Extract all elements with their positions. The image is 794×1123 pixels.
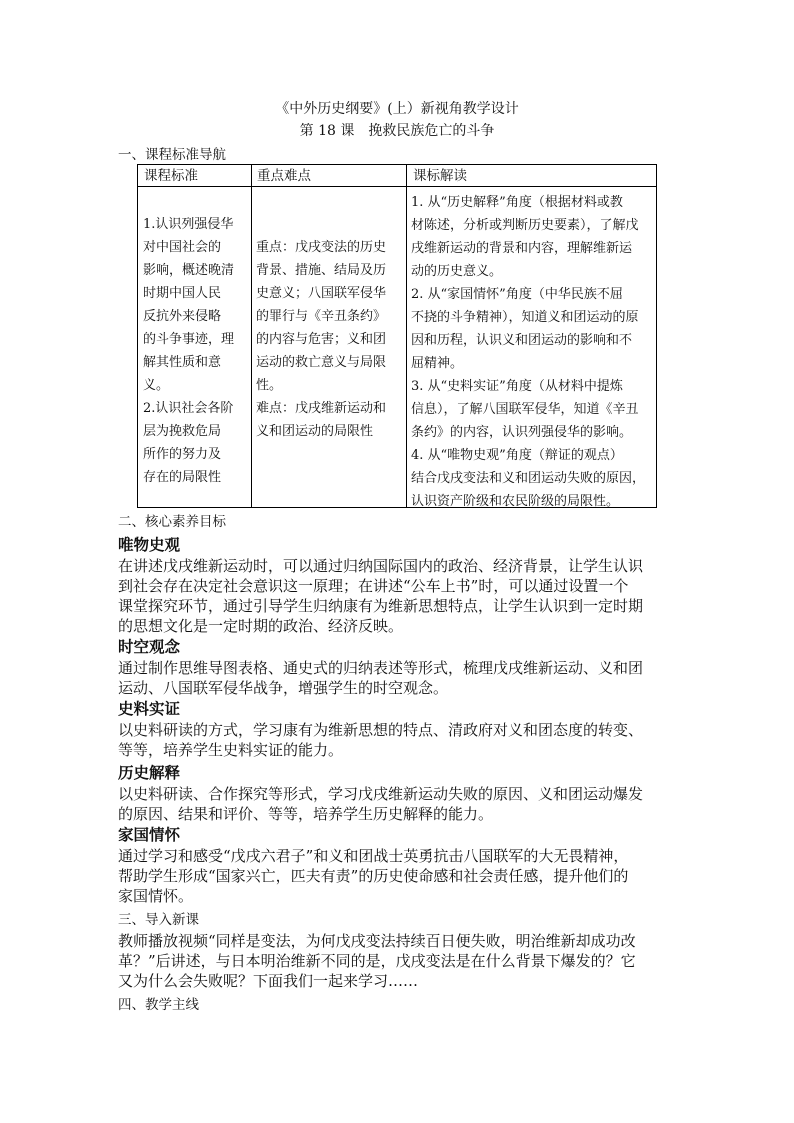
text-line: 帮助学生形成“国家兴亡，匹夫有责”的历史使命感和社会责任感，提升他们的 (118, 867, 629, 885)
text-line: 的原因、结果和评价、等等，培养学生历史解释的能力。 (118, 805, 494, 823)
text-line: 解其性质和意 (143, 355, 222, 370)
text-line: 动的历史意义。 (411, 264, 503, 279)
text-line: 难点：戊戌维新运动和 (256, 401, 387, 416)
text-line: 时期中国人民 (143, 286, 222, 301)
text-line: 重点：戊戌变法的历史 (256, 240, 387, 255)
text-line: 的内容与危害；义和团 (256, 332, 387, 347)
text-line: 2. 从“家国情怀”角度（中华民族不屈 (411, 287, 623, 302)
text-line: 屈精神。 (411, 356, 464, 371)
text-line: 1. 从“历史解释”角度（根据材料或教 (411, 195, 623, 210)
text-line: 因和历程，认识义和团运动的影响和不 (411, 333, 633, 348)
text-line: 所作的努力及 (143, 447, 222, 462)
text-line: 结合戊戌变法和义和团运动失败的原因， (411, 471, 646, 486)
text-line: 材陈述，分析或判断历史要素），了解戊 (411, 218, 639, 233)
table-header-standard: 课程标准 (144, 168, 198, 184)
literacy-subheading: 家国情怀 (118, 825, 181, 844)
text-line: 反抗外来侵略 (143, 309, 222, 324)
document-title: 《中外历史纲要》(上）新视角教学设计 (275, 101, 519, 117)
text-line: 性。 (256, 378, 283, 393)
text-line: 戌维新运动的背景和内容，理解维新运 (411, 241, 633, 256)
text-line: 不挠的斗争精神），知道义和团运动的原 (411, 310, 639, 325)
text-line: 影响，概述晚清 (143, 263, 235, 278)
literacy-subheading: 时空观念 (118, 637, 181, 656)
text-line: 的斗争事迹，理 (143, 332, 235, 347)
text-line: 层为挽救危局 (143, 424, 222, 439)
standards-table (137, 164, 657, 508)
text-line: 背景、措施、结局及历 (256, 263, 387, 278)
text-line: 教师播放视频“同样是变法，为何戊戌变法持续百日便失败，明治维新却成功改 (118, 932, 636, 950)
literacy-subheading: 历史解释 (118, 763, 181, 782)
text-line: 到社会存在决定社会意识这一原理；在讲述“公车上书”时，可以通过设置一个 (118, 577, 629, 595)
section-heading-mainline: 四、教学主线 (118, 997, 199, 1013)
section-heading-intro: 三、导入新课 (118, 912, 199, 928)
text-line: 对中国社会的 (143, 240, 222, 255)
text-line: 在讲述戊戌维新运动时，可以通过归纳国际国内的政治、经济背景，让学生认识 (118, 557, 644, 575)
text-line: 1.认识列强侵华 (143, 217, 234, 232)
section-heading-standards: 一、课程标准导航 (118, 147, 226, 163)
intro-paragraph (118, 931, 686, 991)
text-line: 课堂探究环节，通过引导学生归纳康有为维新思想特点，让学生认识到一定时期 (118, 597, 644, 615)
table-cell-standard (143, 213, 234, 489)
literacy-paragraph (118, 556, 686, 636)
text-line: 3. 从“史料实证”角度（从材料中提炼 (411, 379, 623, 394)
text-line: 通过制作思维导图表格、通史式的归纳表述等形式，梳理戊戌维新运动、义和团 (118, 659, 644, 677)
text-line: 等等，培养学生史料实证的能力。 (118, 741, 344, 759)
text-line: 2.认识社会各阶 (143, 401, 234, 416)
literacy-paragraph (118, 784, 686, 824)
literacy-subheading: 唯物史观 (118, 535, 181, 554)
literacy-paragraph (118, 846, 686, 906)
text-line: 条约》的内容，认识列强侵华的影响。 (411, 425, 633, 440)
text-line: 革？”后讲述，与日本明治维新不同的是，戊戌变法是在什么背景下爆发的？它 (118, 952, 636, 970)
text-line: 史意义；八国联军侵华 (256, 286, 387, 301)
text-line: 4. 从“唯物史观”角度（辩证的观点） (411, 448, 623, 463)
table-cell-keypoints (256, 236, 386, 443)
literacy-paragraph (118, 658, 686, 698)
text-line: 以史料研读、合作探究等形式，学习戊戌维新运动失败的原因、义和团运动爆发 (118, 785, 644, 803)
section-heading-literacy: 二、核心素养目标 (118, 514, 226, 530)
table-header-interpretation: 课标解读 (413, 168, 467, 184)
table-header-keypoints: 重点难点 (257, 168, 311, 184)
lesson-subtitle: 第 18 课 挽救民族危亡的斗争 (299, 123, 495, 139)
text-line: 义。 (143, 378, 170, 393)
text-line: 运动的救亡意义与局限 (256, 355, 387, 370)
text-line: 的罪行与《辛丑条约》 (256, 309, 387, 324)
text-line: 通过学习和感受“戊戌六君子”和义和团战士英勇抗击八国联军的大无畏精神， (118, 847, 629, 865)
text-line: 认识资产阶级和农民阶级的局限性。 (411, 494, 620, 509)
text-line: 运动、八国联军侵华战争，增强学生的时空观念。 (118, 679, 449, 697)
literacy-subheading: 史料实证 (118, 699, 181, 718)
text-line: 义和团运动的局限性 (256, 424, 374, 439)
text-line: 家国情怀。 (118, 887, 194, 905)
text-line: 存在的局限性 (143, 470, 222, 485)
text-line: 的思想文化是一定时期的政治、经济反映。 (118, 617, 404, 635)
text-line: 信息），了解八国联军侵华，知道《辛丑 (411, 402, 639, 417)
text-line: 又为什么会失败呢？下面我们一起来学习…… (118, 972, 419, 990)
table-cell-interpretation (411, 191, 645, 513)
literacy-paragraph (118, 720, 686, 760)
text-line: 以史料研读的方式，学习康有为维新思想的特点、清政府对义和团态度的转变、 (118, 721, 644, 739)
